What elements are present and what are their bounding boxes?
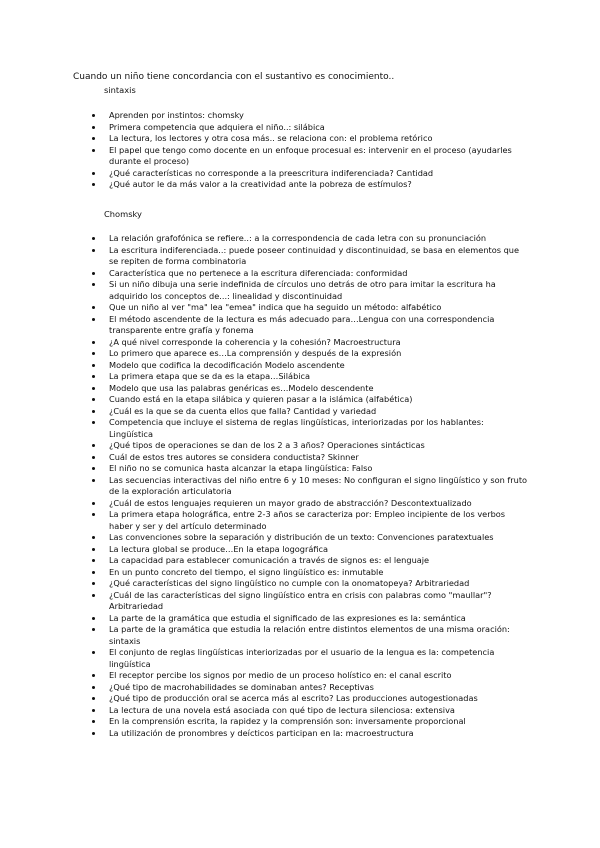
bullet-icon [92, 387, 95, 390]
bullet-icon [92, 720, 95, 723]
list-item: El conjunto de reglas lingüísticas interiorizadas por el usuario de la lengua es la: competencia lingüística [0, 647, 600, 670]
list-item: Las convenciones sobre la separación y distribución de un texto: Convenciones paratextuales [0, 532, 600, 544]
section-label-sintaxis: sintaxis [104, 85, 136, 95]
list-item: La escritura indiferenciada..: puede poseer continuidad y discontinuidad, se basa en elementos que se repiten de forma combinatoria [0, 245, 600, 268]
list-item: Primera competencia que adquiera el niño..: silábica [0, 122, 600, 134]
list-item: ¿Cuál es la que se da cuenta ellos que falla? Cantidad y variedad [0, 406, 600, 418]
list-item: Cuál de estos tres autores se considera conductista? Skinner [0, 452, 600, 464]
bullet-icon [92, 237, 95, 240]
bullet-icon [92, 617, 95, 620]
bullet-icon [92, 306, 95, 309]
list-item: ¿Qué tipos de operaciones se dan de los 2 a 3 años? Operaciones sintácticas [0, 440, 600, 452]
bullet-icon [92, 571, 95, 574]
bullet-icon [92, 628, 95, 631]
bullet-icon [92, 318, 95, 321]
bullet-icon [92, 172, 95, 175]
bullet-icon [92, 582, 95, 585]
bullet-icon [92, 456, 95, 459]
bullet-icon [92, 479, 95, 482]
list-item: ¿Qué características del signo lingüístico no cumple con la onomatopeya? Arbitrariedad [0, 578, 600, 590]
bullet-icon [92, 283, 95, 286]
list-item: El papel que tengo como docente en un enfoque procesual es: intervenir en el proceso (ayudarles durante el proceso) [0, 145, 600, 168]
list-item: El receptor percibe los signos por medio de un proceso holístico en: el canal escrito [0, 670, 600, 682]
section-label-chomsky: Chomsky [104, 209, 142, 219]
list-item: Si un niño dibuja una serie indefinida de círculos uno detrás de otro para imitar la escritura ha adquirido los conceptos de...: linealidad y discontinuidad [0, 279, 600, 302]
bullet-icon [92, 709, 95, 712]
list-item: La lectura, los lectores y otra cosa más.. se relaciona con: el problema retórico [0, 133, 600, 145]
list-item: Lo primero que aparece es…La comprensión y después de la expresión [0, 348, 600, 360]
bullet-icon [92, 559, 95, 562]
list-item: La capacidad para establecer comunicación a través de signos es: el lenguaje [0, 555, 600, 567]
bullet-icon [92, 352, 95, 355]
list-item: Competencia que incluye el sistema de reglas lingüísticas, interiorizadas por los hablantes: Lingüística [0, 417, 600, 440]
bullet-icon [92, 651, 95, 654]
bullet-icon [92, 444, 95, 447]
list-item: Modelo que usa las palabras genéricas es…Modelo descendente [0, 383, 600, 395]
bullet-icon [92, 375, 95, 378]
list-item: ¿Qué tipo de macrohabilidades se dominaban antes? Receptivas [0, 682, 600, 694]
bullet-icon [92, 697, 95, 700]
list-item: ¿Qué autor le da más valor a la creatividad ante la pobreza de estímulos? [0, 179, 600, 191]
list-item: Característica que no pertenece a la escritura diferenciada: conformidad [0, 268, 600, 280]
bullet-icon [92, 126, 95, 129]
list-item: ¿Qué tipo de producción oral se acerca más al escrito? Las producciones autogestionadas [0, 693, 600, 705]
list-item: Las secuencias interactivas del niño entre 6 y 10 meses: No configuran el signo lingüístico y son fruto de la exploración articulatoria [0, 475, 600, 498]
list-item: La primera etapa holográfica, entre 2-3 años se caracteriza por: Empleo incipiente de los verbos haber y ser y del artículo determinado [0, 509, 600, 532]
list-item: El método ascendente de la lectura es más adecuado para…Lengua con una correspondencia transparente entre grafía y fonema [0, 314, 600, 337]
bullet-icon [92, 467, 95, 470]
bullet-icon [92, 341, 95, 344]
list-item: En un punto concreto del tiempo, el signo lingüístico es: inmutable [0, 567, 600, 579]
bullet-list-2 [0, 233, 600, 739]
bullet-icon [92, 410, 95, 413]
list-item: En la comprensión escrita, la rapidez y la comprensión son: inversamente proporcional [0, 716, 600, 728]
list-item: La parte de la gramática que estudia el significado de las expresiones es la: semántica [0, 613, 600, 625]
list-item: La lectura global se produce…En la etapa logográfica [0, 544, 600, 556]
bullet-icon [92, 513, 95, 516]
bullet-icon [92, 137, 95, 140]
bullet-icon [92, 674, 95, 677]
list-item: El niño no se comunica hasta alcanzar la etapa lingüística: Falso [0, 463, 600, 475]
bullet-list-1 [0, 110, 600, 191]
list-item: La relación grafofónica se refiere..: a la correspondencia de cada letra con su pronunciación [0, 233, 600, 245]
list-item: La primera etapa que se da es la etapa…Silábica [0, 371, 600, 383]
list-item: La lectura de una novela está asociada con qué tipo de lectura silenciosa: extensiva [0, 705, 600, 717]
bullet-icon [92, 364, 95, 367]
bullet-icon [92, 594, 95, 597]
bullet-icon [92, 149, 95, 152]
bullet-icon [92, 548, 95, 551]
bullet-icon [92, 536, 95, 539]
list-item: Aprenden por instintos: chomsky [0, 110, 600, 122]
bullet-icon [92, 183, 95, 186]
bullet-icon [92, 114, 95, 117]
bullet-icon [92, 272, 95, 275]
bullet-icon [92, 686, 95, 689]
list-item: La utilización de pronombres y deícticos participan en la: macroestructura [0, 728, 600, 740]
list-item: ¿Cuál de las características del signo lingüístico entra en crisis con palabras como "maullar"? Arbitrariedad [0, 590, 600, 613]
list-item: ¿Qué características no corresponde a la preescritura indiferenciada? Cantidad [0, 168, 600, 180]
bullet-icon [92, 732, 95, 735]
intro-line: Cuando un niño tiene concordancia con el sustantivo es conocimiento.. [73, 72, 395, 82]
list-item: ¿A qué nivel corresponde la coherencia y la cohesión? Macroestructura [0, 337, 600, 349]
list-item: La parte de la gramática que estudia la relación entre distintos elementos de una misma oración: sintaxis [0, 624, 600, 647]
list-item: Modelo que codifica la decodificación Modelo ascendente [0, 360, 600, 372]
bullet-icon [92, 249, 95, 252]
list-item: ¿Cuál de estos lenguajes requieren un mayor grado de abstracción? Descontextualizado [0, 498, 600, 510]
list-item: Cuando está en la etapa silábica y quieren pasar a la islámica (alfabética) [0, 394, 600, 406]
bullet-icon [92, 502, 95, 505]
list-item: Que un niño al ver "ma" lea "emea" indica que ha seguido un método: alfabético [0, 302, 600, 314]
bullet-icon [92, 398, 95, 401]
bullet-icon [92, 421, 95, 424]
